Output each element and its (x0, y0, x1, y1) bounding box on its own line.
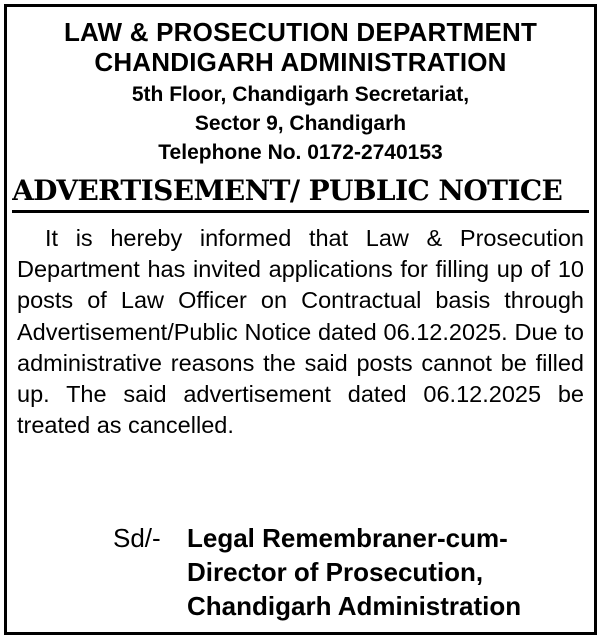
address-line-1: 5th Floor, Chandigarh Secretariat, (131, 83, 470, 106)
signatory-line-1: Legal Remembraner-cum- (187, 523, 508, 553)
notice-header (7, 7, 594, 167)
department-name: LAW & PROSECUTION DEPARTMENT (63, 17, 538, 47)
signature-block (113, 521, 521, 623)
administration-name: CHANDIGARH ADMINISTRATION (94, 47, 507, 77)
telephone-number: Telephone No. 0172-2740153 (158, 141, 443, 164)
notice-title: ADVERTISEMENT/ PUBLIC NOTICE (12, 173, 589, 213)
signatory-line-3: Chandigarh Administration (187, 591, 522, 621)
signature-prefix: Sd/- (113, 523, 161, 553)
signatory-line-2: Director of Prosecution, (187, 557, 484, 587)
notice-body: It is hereby informed that Law & Prosecution Department has invited applications for filling up of 10 posts of Law Officer on Contractual basis through Advertisement/Public Notice dated 06.12.2025. Due to administrative reasons the said posts cannot be filled up. The said advertisement dated 06.12.2025 be treated as cancelled. (17, 225, 584, 439)
public-notice (4, 4, 597, 635)
signatory-designation (187, 521, 521, 623)
address-line-2: Sector 9, Chandigarh (194, 112, 407, 135)
